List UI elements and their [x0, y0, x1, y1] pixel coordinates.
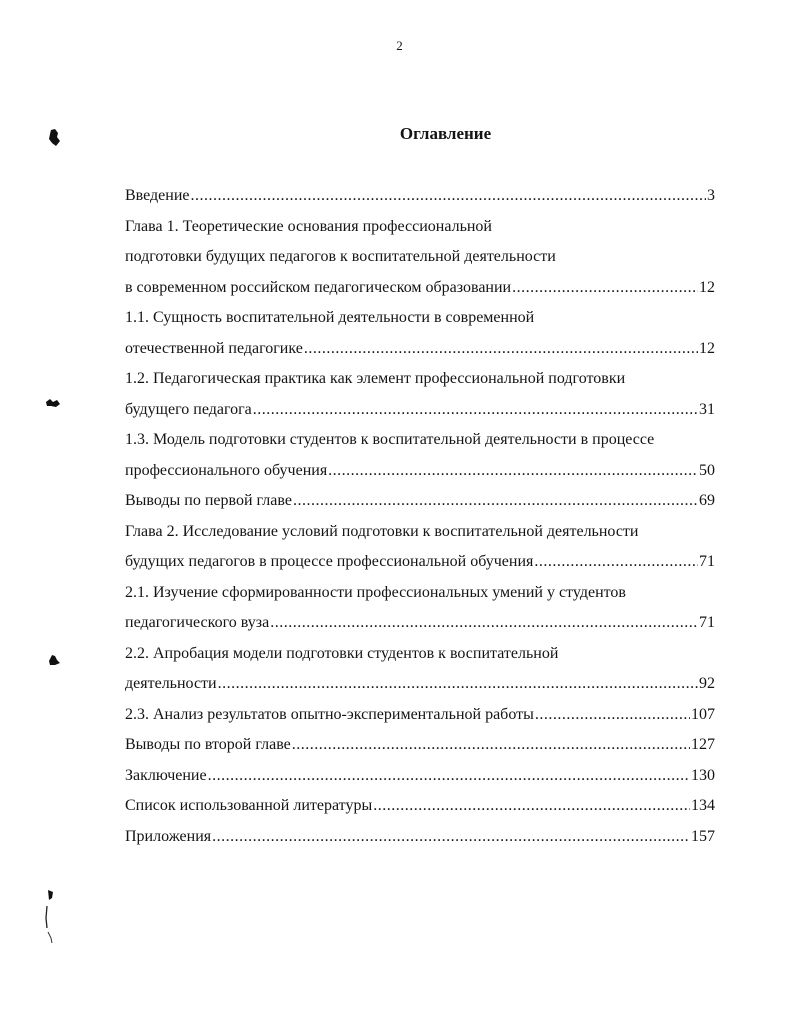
toc-entry — [125, 303, 715, 334]
toc-entry-page: 107 — [691, 705, 715, 723]
toc-entry-text: в современном российском педагогическом образовании — [125, 278, 512, 296]
toc-entry-page: 92 — [699, 675, 715, 692]
table-of-contents — [125, 181, 715, 852]
toc-entry-text: Заключение — [125, 766, 207, 784]
toc-entry — [125, 730, 715, 761]
toc-entry-page: 127 — [691, 736, 715, 753]
toc-entry-text: Приложения — [125, 827, 212, 845]
toc-entry — [125, 578, 715, 609]
ink-blot-mark — [46, 652, 62, 668]
toc-entry — [125, 395, 715, 426]
page-number: 2 — [396, 38, 403, 53]
toc-entry-text: Глава 2. Исследование условий подготовки к воспитательной деятельности — [125, 522, 639, 540]
toc-entry — [125, 334, 715, 365]
dot-leader — [218, 669, 698, 700]
dot-leader — [328, 456, 698, 487]
toc-entry-text: Список использованной литературы — [125, 797, 373, 814]
toc-entry — [125, 242, 715, 273]
toc-entry — [125, 456, 715, 487]
toc-entry-text: Выводы по второй главе — [125, 736, 291, 753]
toc-entry — [125, 425, 715, 456]
toc-entry — [125, 700, 715, 731]
dot-leader — [212, 822, 690, 853]
toc-entry-text: отечественной педагогике — [125, 339, 303, 357]
toc-entry-text: 1.2. Педагогическая практика как элемент профессиональной подготовки — [125, 370, 626, 387]
dot-leader — [535, 700, 690, 731]
toc-entry-page: 50 — [699, 461, 715, 479]
toc-entry-text: будущих педагогов в процессе профессиональной обучения — [125, 553, 534, 570]
toc-entry-page: 12 — [699, 278, 715, 296]
toc-entry-text: 2.3. Анализ результатов опытно-экспериментальной работы — [125, 705, 534, 723]
dot-leader — [253, 395, 698, 426]
toc-entry-page: 71 — [699, 614, 715, 631]
toc-entry — [125, 273, 715, 304]
toc-entry-text: педагогического вуза — [125, 614, 270, 631]
toc-entry-page: 3 — [707, 187, 715, 204]
ink-blot-mark — [44, 396, 62, 410]
toc-entry — [125, 181, 715, 212]
toc-entry-text: Глава 1. Теоретические основания профессиональной — [125, 217, 492, 235]
dot-leader — [512, 273, 698, 304]
toc-entry-text: 1.3. Модель подготовки студентов к воспитательной деятельности в процессе — [125, 431, 655, 448]
toc-entry — [125, 822, 715, 853]
toc-entry-page: 31 — [699, 400, 715, 418]
toc-entry-text: 2.2. Апробация модели подготовки студентов к воспитательной — [125, 644, 559, 662]
toc-entry-page: 69 — [699, 492, 715, 509]
toc-entry-text: Выводы по первой главе — [125, 492, 292, 509]
toc-entry-page: 71 — [699, 553, 715, 570]
dot-leader — [292, 730, 690, 761]
toc-entry-text: будущего педагога — [125, 400, 252, 418]
toc-entry-page: 130 — [691, 766, 715, 784]
toc-entry-text: деятельности — [125, 675, 217, 692]
dot-leader — [293, 486, 698, 517]
toc-entry — [125, 639, 715, 670]
dot-leader — [208, 761, 690, 792]
page-title: Оглавление — [399, 124, 492, 143]
toc-entry-text: подготовки будущих педагогов к воспитательной деятельности — [125, 248, 556, 265]
toc-entry — [125, 608, 715, 639]
toc-entry — [125, 364, 715, 395]
toc-entry — [125, 547, 715, 578]
toc-entry — [125, 517, 715, 548]
toc-entry — [125, 791, 715, 822]
toc-entry — [125, 486, 715, 517]
ink-scratch-mark — [40, 888, 60, 946]
dot-leader — [304, 334, 698, 365]
toc-entry — [125, 761, 715, 792]
dot-leader — [534, 547, 698, 578]
dot-leader — [373, 791, 690, 822]
toc-entry-page: 12 — [699, 339, 715, 357]
toc-entry-text: 1.1. Сущность воспитательной деятельности в современной — [125, 309, 535, 326]
dot-leader — [191, 181, 707, 212]
toc-entry-text: профессионального обучения — [125, 461, 328, 479]
toc-entry-page: 134 — [691, 797, 715, 814]
toc-entry-text: 2.1. Изучение сформированности профессиональных умений у студентов — [125, 583, 626, 601]
toc-entry — [125, 212, 715, 243]
toc-entry — [125, 669, 715, 700]
ink-blot-mark — [46, 128, 62, 148]
toc-entry-text: Введение — [125, 187, 190, 204]
toc-entry-page: 157 — [691, 827, 715, 845]
dot-leader — [270, 608, 698, 639]
